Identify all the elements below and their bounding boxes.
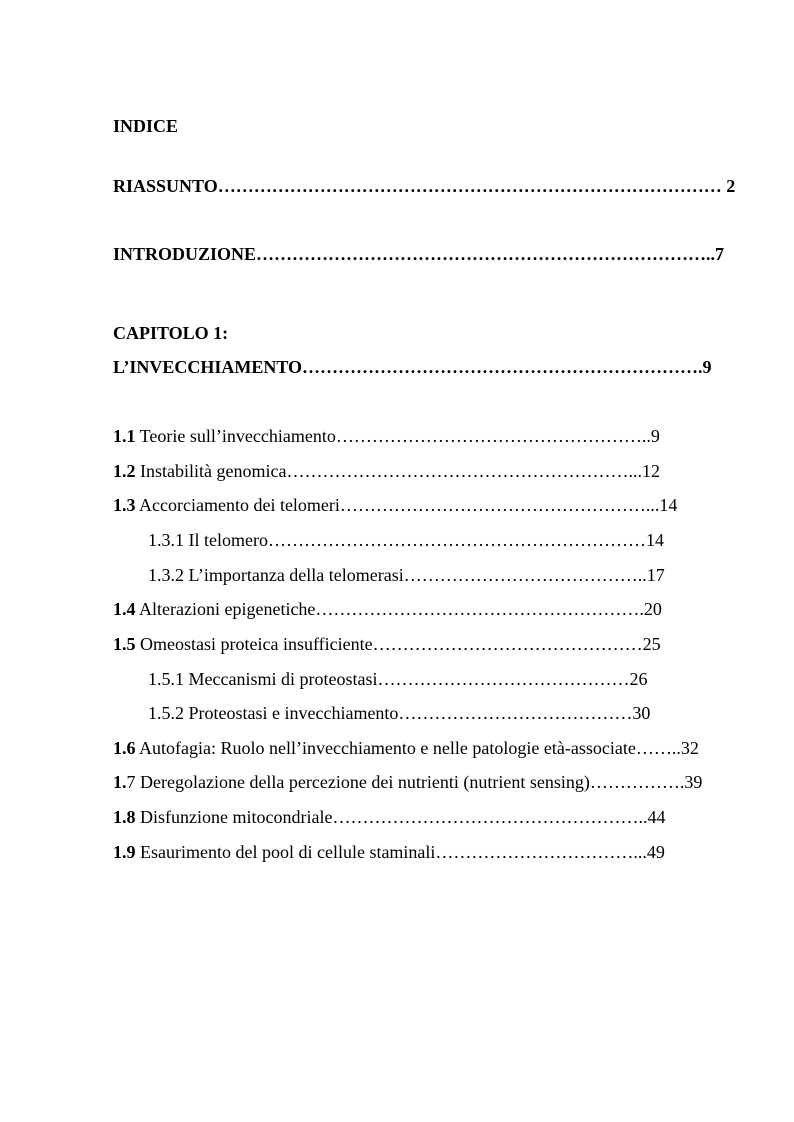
toc-entry-1-5-1 bbox=[148, 668, 647, 690]
section-title: Instabilità genomica…………………………………………………...12 bbox=[135, 461, 660, 481]
chapter-label: CAPITOLO 1: bbox=[113, 323, 229, 343]
section-title: Esaurimento del pool di cellule staminali……………………………...49 bbox=[135, 842, 665, 862]
toc-entry-introduzione: INTRODUZIONE…………………………………………………………………..7 bbox=[113, 244, 725, 264]
section-number: 1.6 bbox=[113, 738, 136, 758]
toc-entry-1-8 bbox=[113, 806, 665, 828]
toc-entry-1-3-1 bbox=[148, 529, 664, 551]
section-number: 1.2 bbox=[113, 461, 136, 481]
section-title: Disfunzione mitocondriale……………………………………………..44 bbox=[135, 807, 666, 827]
section-title: Autofagia: Ruolo nell’invecchiamento e nelle patologie età-associate……..32 bbox=[135, 738, 699, 758]
section-title: Accorciamento dei telomeri……………………………………………...14 bbox=[135, 495, 678, 515]
toc-entry-1-3 bbox=[113, 494, 677, 516]
index-heading: INDICE bbox=[113, 116, 179, 136]
toc-entry-1-7 bbox=[113, 771, 702, 793]
toc-entry-1-5 bbox=[113, 633, 661, 655]
toc-entry-1-3-2 bbox=[148, 564, 665, 586]
toc-entry-riassunto: RIASSUNTO………………………………………………………………………… 2 bbox=[113, 176, 736, 196]
section-number: 1.1 bbox=[113, 426, 136, 446]
section-number: 1.9 bbox=[113, 842, 136, 862]
toc-entry-1-6 bbox=[113, 737, 699, 759]
subsection-title: 1.3.2 L’importanza della telomerasi…………………………………..17 bbox=[148, 565, 665, 585]
toc-entry-1-4 bbox=[113, 598, 662, 620]
section-number: 1.3 bbox=[113, 495, 136, 515]
toc-entry-1-2 bbox=[113, 460, 660, 482]
toc-entry-1-5-2 bbox=[148, 702, 650, 724]
subsection-title: 1.5.1 Meccanismi di proteostasi……………………………………26 bbox=[148, 669, 648, 689]
toc-entry-1-1 bbox=[113, 425, 660, 447]
section-title: Teorie sull’invecchiamento……………………………………………..9 bbox=[135, 426, 660, 446]
subsection-title: 1.3.1 Il telomero………………………………………………………14 bbox=[148, 530, 664, 550]
section-title: Deregolazione della percezione dei nutrienti (nutrient sensing)…………….39 bbox=[135, 772, 703, 792]
section-number: 1.8 bbox=[113, 807, 136, 827]
section-number: 1. bbox=[113, 772, 127, 792]
subsection-title: 1.5.2 Proteostasi e invecchiamento…………………………………30 bbox=[148, 703, 651, 723]
section-number: 1.4 bbox=[113, 599, 136, 619]
chapter-title: L’INVECCHIAMENTO………………………………………………………….9 bbox=[113, 357, 712, 377]
section-number-suffix: 7 bbox=[126, 772, 136, 792]
section-number: 1.5 bbox=[113, 634, 136, 654]
toc-entry-1-9 bbox=[113, 841, 665, 863]
section-title: Alterazioni epigenetiche……………………………………………….20 bbox=[135, 599, 662, 619]
section-title: Omeostasi proteica insufficiente………………………………………25 bbox=[135, 634, 661, 654]
